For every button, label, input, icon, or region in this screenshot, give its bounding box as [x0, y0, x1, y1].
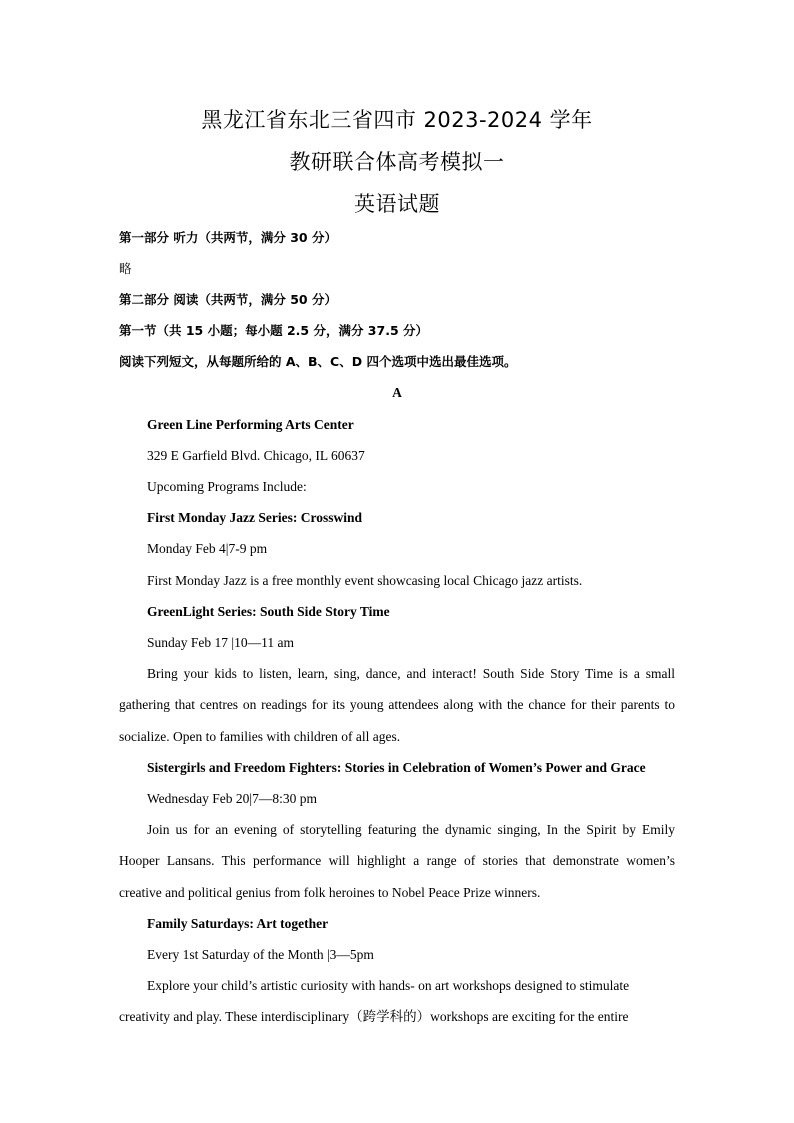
program-title: GreenLight Series: South Side Story Time: [147, 604, 390, 619]
program-time: Every 1st Saturday of the Month |3—5pm: [147, 947, 374, 962]
program-description: creative and political genius from folk heroines to Nobel Peace Prize winners.: [119, 885, 541, 900]
part1-heading: 第一部分 听力（共两节，满分 30 分）: [119, 230, 337, 245]
document-title-line-3: 英语试题: [354, 192, 440, 216]
program-description: gathering that centres on readings for its young attendees along with the chance for their parents to: [119, 697, 675, 712]
document-title-line-1: 黑龙江省东北三省四市 2023-2024 学年: [201, 108, 593, 132]
program-time: Monday Feb 4|7-9 pm: [147, 541, 268, 556]
program-description: Explore your child’s artistic curiosity with hands- on art workshops designed to stimulate: [147, 978, 630, 993]
program-description: Bring your kids to listen, learn, sing, dance, and interact! South Side Story Time is a small: [147, 666, 675, 681]
program-description: creativity and play. These interdisciplinary（跨学科的）workshops are exciting for the entire: [119, 1009, 629, 1024]
part1-content: 略: [119, 261, 132, 276]
program-description: First Monday Jazz is a free monthly event showcasing local Chicago jazz artists.: [147, 573, 583, 588]
program-time: Wednesday Feb 20|7—8:30 pm: [147, 791, 317, 806]
part2-section1-heading: 第一节（共 15 小题；每小题 2.5 分，满分 37.5 分）: [119, 323, 428, 338]
part2-heading: 第二部分 阅读（共两节，满分 50 分）: [119, 292, 337, 307]
center-name: Green Line Performing Arts Center: [147, 417, 354, 432]
program-title: First Monday Jazz Series: Crosswind: [147, 510, 362, 525]
program-description: Join us for an evening of storytelling featuring the dynamic singing, In the Spirit by Emily: [147, 822, 675, 837]
document-title-line-2: 教研联合体高考模拟一: [289, 150, 505, 174]
program-time: Sunday Feb 17 |10—11 am: [147, 635, 294, 650]
part2-instruction: 阅读下列短文，从每题所给的 A、B、C、D 四个选项中选出最佳选项。: [119, 354, 517, 369]
program-title: Sistergirls and Freedom Fighters: Stories in Celebration of Women’s Power and Grace: [147, 760, 646, 775]
center-address: 329 E Garfield Blvd. Chicago, IL 60637: [147, 448, 365, 463]
passage-label: A: [392, 385, 402, 400]
program-description: Hooper Lansans. This performance will highlight a range of stories that demonstrate women’s: [119, 853, 675, 868]
program-title: Family Saturdays: Art together: [147, 916, 329, 931]
program-description: socialize. Open to families with children of all ages.: [119, 729, 401, 744]
upcoming-programs-label: Upcoming Programs Include:: [147, 479, 307, 494]
